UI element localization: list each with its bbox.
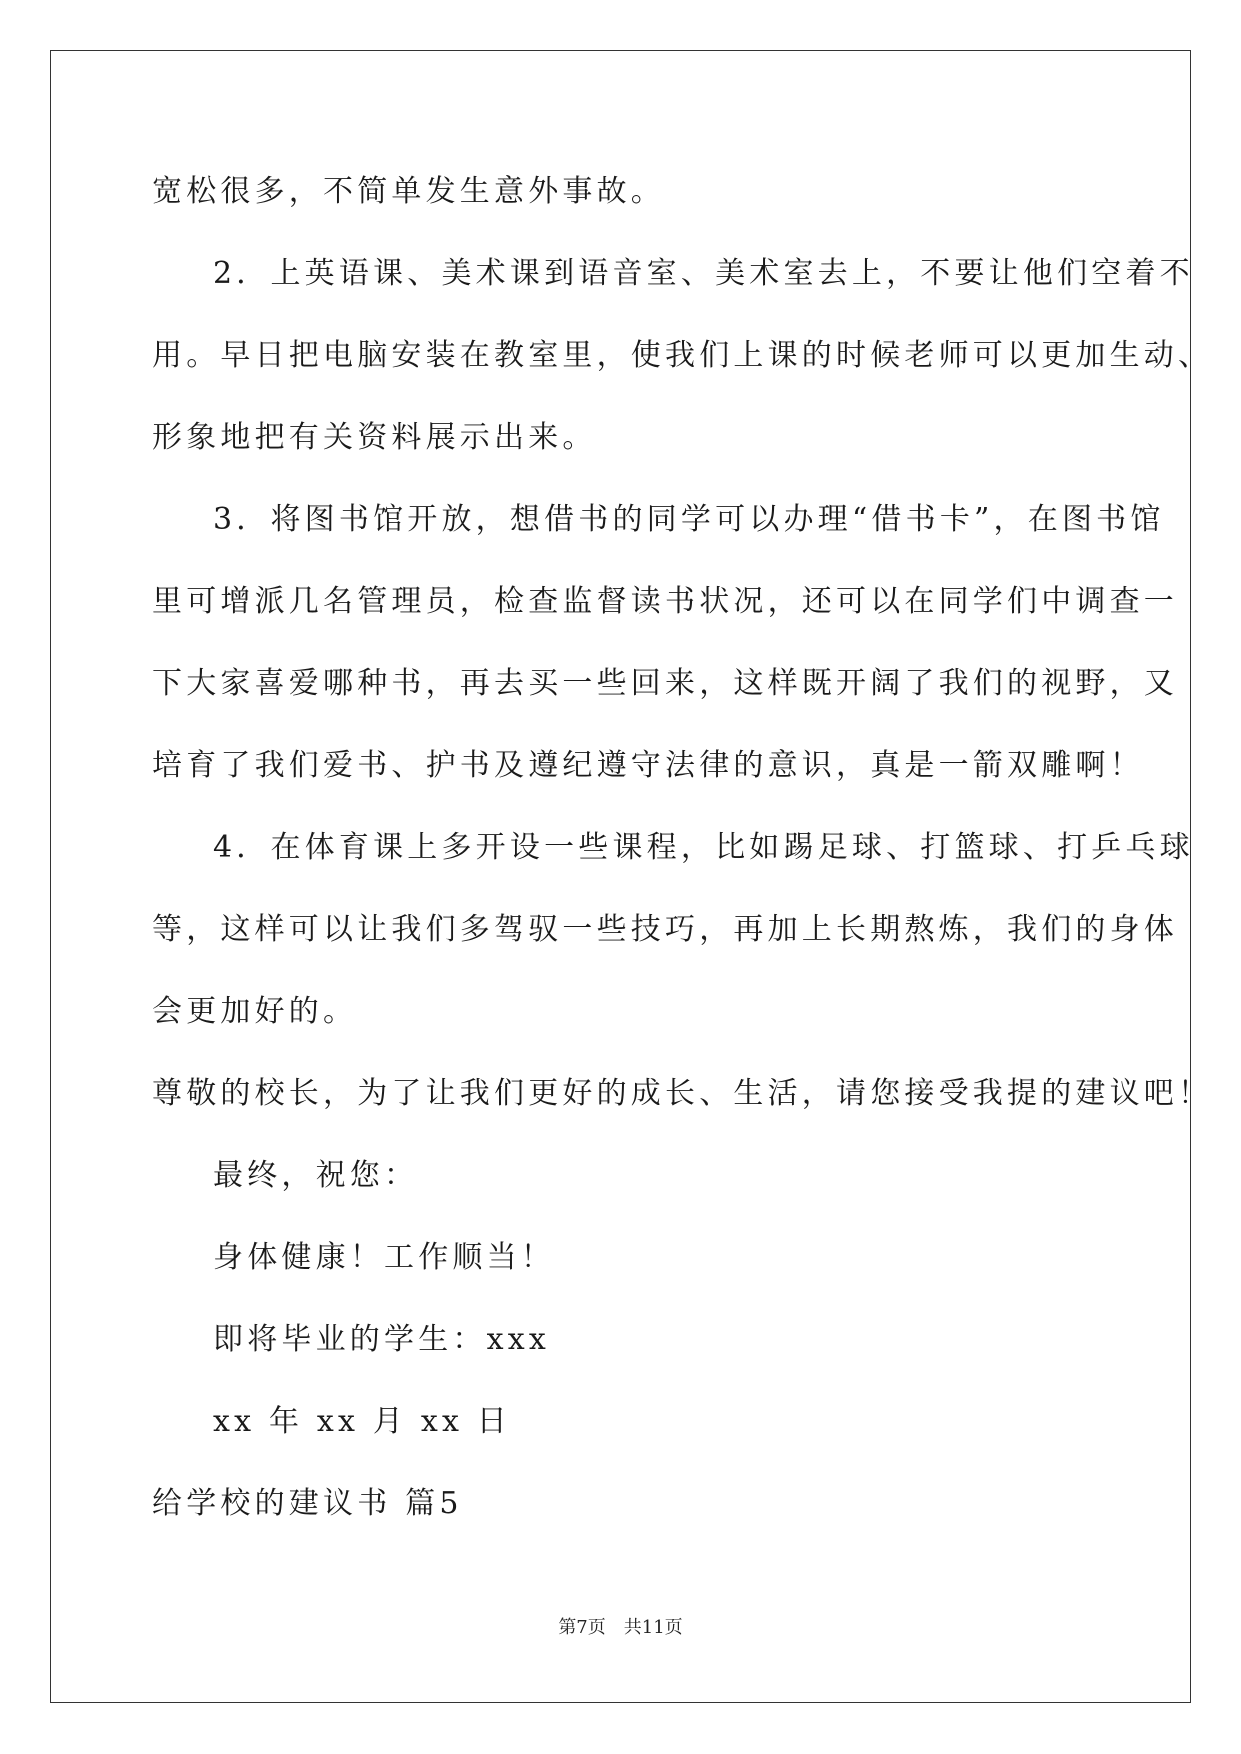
body-line-5: 3．将图书馆开放，想借书的同学可以办理“借书卡”，在图书馆	[213, 502, 1165, 537]
body-line-11: 会更加好的。	[152, 994, 358, 1029]
page-number: 第7页 共11页	[558, 1617, 683, 1638]
body-line-4: 形象地把有关资料展示出来。	[152, 420, 597, 455]
body-line-1: 宽松很多，不简单发生意外事故。	[152, 174, 665, 209]
body-line-8: 培育了我们爱书、护书及遵纪遵守法律的意识，真是一箭双雕啊！	[152, 748, 1144, 783]
page-border	[50, 50, 1191, 1703]
body-line-6: 里可增派几名管理员，检查监督读书状况，还可以在同学们中调查一	[152, 584, 1178, 619]
closing-line: 尊敬的校长，为了让我们更好的成长、生活，请您接受我提的建议吧！	[152, 1076, 1213, 1111]
body-line-7: 下大家喜爱哪种书，再去买一些回来，这样既开阔了我们的视野，又	[152, 666, 1178, 701]
salutation-line: 最终，祝您：	[213, 1158, 419, 1193]
body-line-10: 等，这样可以让我们多驾驭一些技巧，再加上长期熬炼，我们的身体	[152, 912, 1178, 947]
body-line-9: 4．在体育课上多开设一些课程，比如踢足球、打篮球、打乒乓球	[213, 830, 1194, 865]
body-line-3: 用。早日把电脑安装在教室里，使我们上课的时候老师可以更加生动、	[152, 338, 1213, 373]
signature-line: 即将毕业的学生：xxx	[213, 1322, 550, 1357]
body-line-2: 2．上英语课、美术课到语音室、美术室去上，不要让他们空着不	[213, 256, 1194, 291]
wish-line: 身体健康！工作顺当！	[213, 1240, 555, 1275]
date-line: xx 年 xx 月 xx 日	[213, 1404, 511, 1439]
section-heading: 给学校的建议书 篇5	[152, 1486, 463, 1521]
